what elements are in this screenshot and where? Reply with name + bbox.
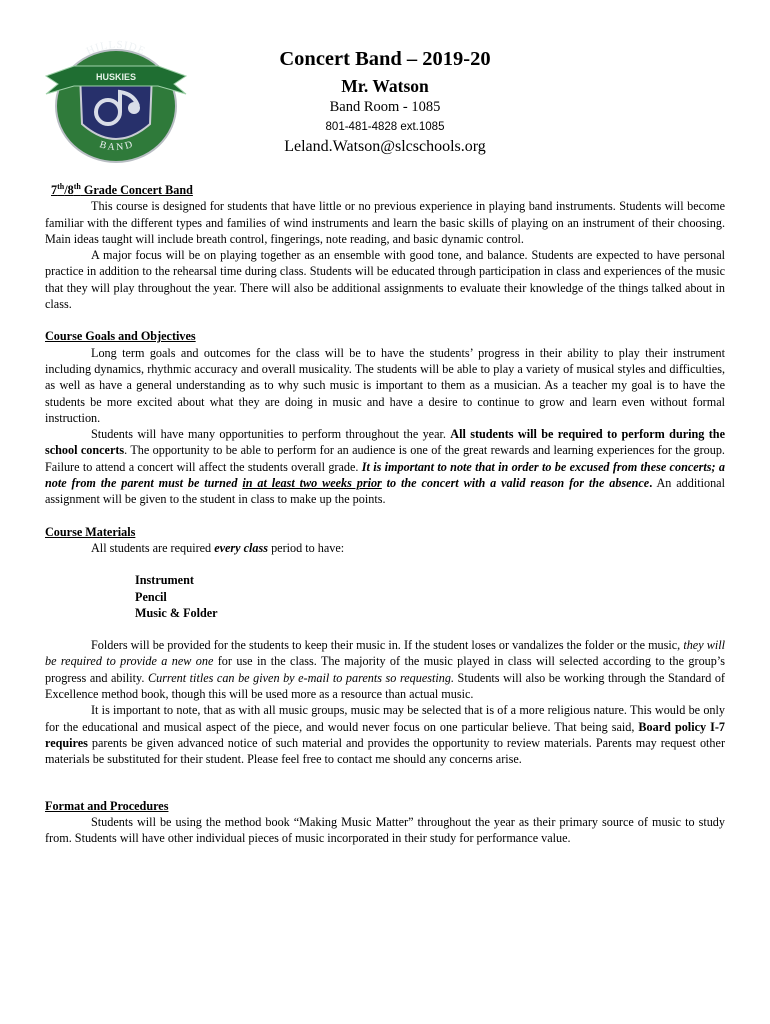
materials-p1-e: Students will also be working through the Standard of Excellence method book, though this will be used more as a resource than actual music. — [45, 670, 725, 702]
materials-heading: Course Materials — [45, 524, 136, 539]
page-title: Concert Band – 2019-20 — [279, 48, 491, 70]
material-item: Instrument — [135, 573, 194, 588]
teacher-name: Mr. Watson — [341, 76, 429, 96]
goals-p2-f: to the concert with a valid reason for the absence — [381, 476, 650, 491]
goals-p2-g: . — [649, 476, 653, 491]
grade-heading-num: 7 — [51, 183, 58, 197]
logo-banner-text: HUSKIES — [95, 72, 137, 82]
grade-heading-sup2: th — [73, 181, 81, 191]
goals-heading: Course Goals and Objectives — [45, 329, 196, 344]
materials-paragraph-1 — [45, 637, 725, 702]
materials-p2-b: Board policy I-7 requires — [45, 719, 725, 750]
materials-p2-a: It is important to note, that as with all music groups, music may be selected that is of a more religious nature. This would be only for the educational and musical aspect of the piece, and would never focus on one particular believe. That being said, — [45, 703, 725, 734]
format-heading: Format and Procedures — [45, 798, 169, 813]
materials-p1-d: Current titles can be given by e-mail to parents so requesting. — [147, 670, 454, 685]
materials-intro-c: period to have: — [268, 540, 345, 555]
materials-p1-a: Folders will be provided for the students to keep their music in. If the student loses or vandalizes the folder or the music, — [91, 638, 684, 653]
phone-number: 801-481-4828 ext.1085 — [325, 121, 445, 133]
materials-paragraph-2 — [45, 702, 725, 767]
materials-p1-b: they will be required to provide a new one — [45, 638, 726, 669]
goals-p2-b: All students will be required to perform during the school concerts — [45, 427, 725, 458]
goals-paragraph-2 — [45, 426, 725, 507]
intro-paragraph-2: A major focus will be on playing together as an ensemble with good tone, and balance. Students are expected to have personal practice in addition to the rehearsal time during class. Students will be educated through participation in class and experiences of the music that they will play throughout the year. There will also be additional assignments to evaluate their knowledge of the things talked about in class. — [45, 248, 725, 312]
logo-arc-top-text: HILLSIDE — [84, 38, 148, 58]
goals-p2-c: . The opportunity to be able to perform for an audience is one of the great rewards and learning experiences for the group. Failure to attend a concert will affect the students overall grade. — [45, 443, 725, 474]
goals-p2-d: It is important to note that in order to be excused from these concerts; a note from the parent must be turned — [45, 459, 725, 491]
grade-heading-mid: /8 — [64, 183, 74, 197]
materials-intro-b: every class — [214, 540, 269, 555]
goals-p2-h: An additional assignment will be given to the student in class to make up the points. — [45, 476, 725, 507]
goals-p2-e: in at least two weeks prior — [242, 476, 382, 491]
materials-intro-a: All students are required — [91, 540, 215, 555]
materials-p2-c: parents be given advanced notice of such material and provides the opportunity to review materials. Parents may request other materials be substituted for their student. Please feel free to contact me should any concerns arise. — [45, 735, 725, 767]
intro-paragraph-1: This course is designed for students that have little or no previous experience in playing band instruments. Students will become familiar with the different types and families of wind instruments and learn the basic skills of playing on an instrument of their choosing. Main ideas taught will include breath control, fingerings, note reading, and basic dynamic control. — [45, 199, 725, 246]
document-body — [45, 182, 725, 846]
hillside-huskies-band-logo — [42, 36, 190, 164]
band-room: Band Room - 1085 — [329, 99, 441, 115]
format-paragraph-1: Students will be using the method book “Making Music Matter” throughout the year as their primary source of music to study from. Students will have other individual pieces of music incorporated in their study for performance value. — [45, 814, 725, 846]
grade-heading-sup1: th — [57, 181, 65, 191]
grade-heading-rest: Grade Concert Band — [80, 183, 193, 197]
materials-intro — [45, 540, 725, 556]
logo-arc-bottom-text: B A N D — [98, 139, 134, 154]
goals-p2-a: Students will have many opportunities to perform throughout the year. — [91, 427, 451, 442]
email-address[interactable]: Leland.Watson@slcschools.org — [284, 138, 486, 155]
grade-heading — [51, 182, 725, 198]
material-item: Pencil — [135, 589, 167, 604]
material-item: Music & Folder — [135, 605, 218, 620]
materials-p1-c: for use in the class. The majority of the music played in class will selected according to the group’s progress and ability. — [45, 654, 725, 685]
goals-paragraph-1: Long term goals and outcomes for the class will be to have the students’ progress in their ability to play their instrument including dynamics, rhythmic accuracy and overall musicality. The students will be able to play a variety of musical styles and difficulties, as well as have a general understanding as to why such music is important to them as a musician. As a teacher my goal is to have the students be more excited about what they are doing in music and have a desire to continue to grow and learn even without formal instruction. — [45, 345, 725, 425]
